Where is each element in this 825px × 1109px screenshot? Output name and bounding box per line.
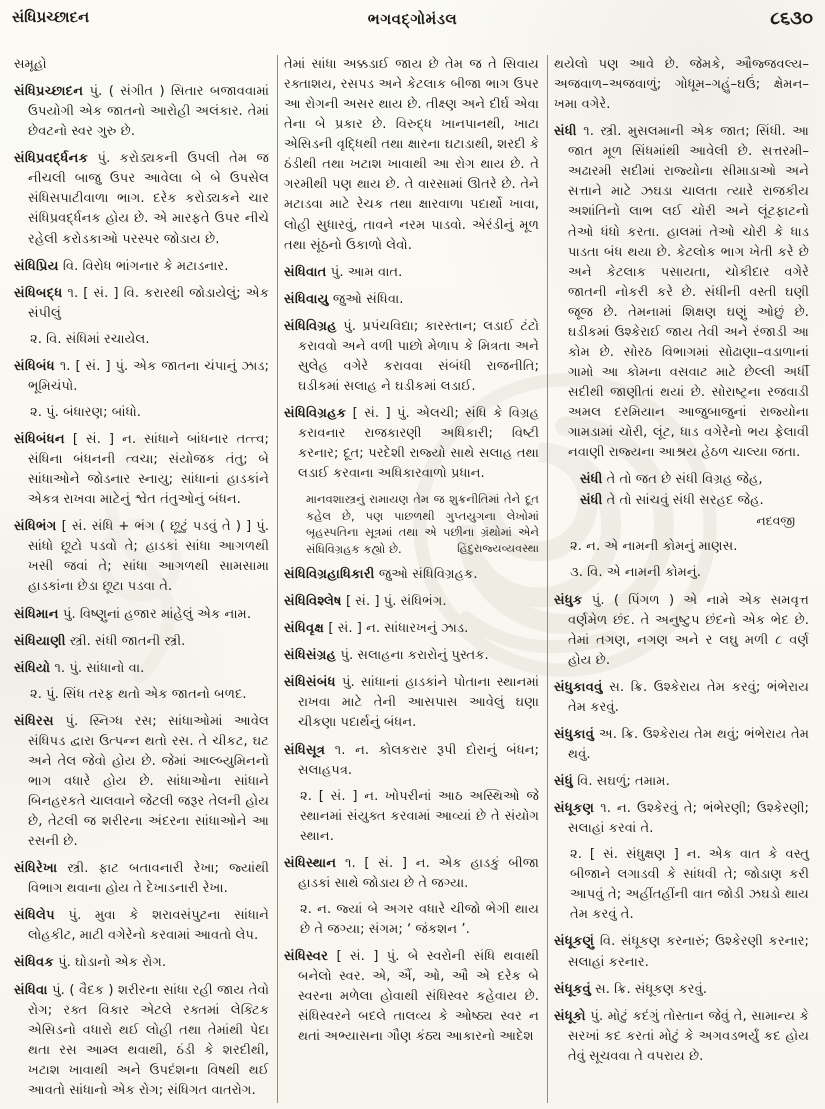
dictionary-entry: સંધિસ્થાન ૧. [ સં. ] ન. એક હાડકું બીજા હાડકાં સાથે જોડાય છે તે જગ્યા. (284, 855, 539, 891)
dictionary-entry: સંધિવૃક્ષ [ સં. ] ન. સાંધારખનું ઝાડ. (284, 621, 469, 637)
entry-headword: સંધું (554, 774, 573, 789)
column-1 (8, 55, 277, 1103)
dictionary-entry: સંધું વિ. સઘળું; તમામ. (554, 774, 670, 789)
sense-line: ૨. પું. સિંધ તરફ થતો એક જાતનો બળદ. (30, 686, 247, 702)
entry-headword: સંધિવિશ્લેષ (284, 594, 342, 610)
page-number: ૮૬૩૦ (770, 8, 813, 29)
verse-source: નદવજી (756, 513, 795, 529)
dictionary-entry: સંધિવાયુ જુઓ સંધિવા. (284, 291, 404, 307)
dictionary-entry: સંધિપ્રવર્દ્ધનક પું. કરોડ્યકની ઉપલી તેમ જ નીચલી બાજુ ઉપર આવેલા બે બે ઉપસેલ સંધિસપાટીવાળા ભાગ. દરેક કરોડ્યકને ચાર સંધિપ્રવર્દ્ધનક હોય છે. એ મારફતે ઉપર નીચે રહેલી કરોડકાઓ પરસ્પર જોડાય છે. (14, 151, 269, 247)
dictionary-entry: સંધિવિશ્લેષ [ સં. ] પું. સંધિભંગ. (284, 594, 447, 610)
dictionary-entry: સંધિયો ૧. પું. સાંધાનો વા. (14, 660, 145, 676)
citation-note: માનવશાસ્ત્રનું રામાયણ તેમ જ શુક્રનીતિમાં તેને દૂત કહેલ છે, પણ પાછળથી ગુપ્તયુગના લેખોમાં બૃહસ્પતિના સૂત્રમાં તથા એ પછીના ગ્રંથોમાં એને સંધિવિગ્રહક કહ્યો છે. હિંદુરાજ્યવ્યવસ્થા (306, 492, 539, 556)
entry-headword: સંધિરેખા (14, 861, 58, 877)
verse-first-word: સંધી (580, 472, 603, 488)
entry-headword: સંધુકાવું (554, 726, 595, 742)
dictionary-entry: સંધૂકો પું. મોટું કદંગું તોસ્તાન જેવું તે, સામાન્ય કે સરખાં કદ કરતાં મોટું કે અગવડભર્યું કદ હોય તેવું સૂચવવા તે વપરાય છે. (554, 1008, 809, 1064)
entry-headword: સંધિભંગ (14, 519, 57, 535)
entry-headword: સંધિવિગ્રહક (284, 406, 347, 421)
entry-headword: સંધિવિગ્રહાધિકારી (284, 567, 375, 583)
sense-line: ૨. ન. એ નામની કોમનું માણસ. (570, 539, 738, 555)
entry-headword: સંધૂકણ (554, 801, 595, 817)
page-header (10, 8, 815, 48)
entry-headword: સંધુકાવવું (554, 679, 603, 695)
entry-headword: સંધૂકો (554, 1008, 586, 1024)
entry-headword: સંધિરસ (14, 713, 54, 729)
entry-headword: સંધિમાન (14, 606, 59, 622)
entry-headword: સંધિસૂત્ર (284, 742, 326, 758)
dictionary-entry: સંધિવિગ્રહ પું. પ્રપંચવિદ્યા; કારસ્તાન; લડાઈ ટંટો કરાવવો અને વળી પાછો મેળાપ કે મિત્રતા અને સુલેહ વગેરે કરાવવા સંબંધી રાજનીતિ; ઘડીકમાં સલાહ ને ઘડીકમાં લડાઈ. (284, 318, 539, 394)
entry-headword: સંધુક (554, 592, 583, 608)
dictionary-entry: સંધિપ્રચ્છાદન પું. ( સંગીત ) સિતાર બજાવવામાં ઉપયોગી એક જાતનો આરોહી અલંકાર. તેમાં છેવટનો સ્વર ગુરુ છે. (14, 84, 269, 140)
dictionary-entry: સંધૂકણું વિ. સંધૂકણ કરનારું; ઉશ્કેરણી કરનાર; સલાહાં કરનાર. (554, 934, 809, 970)
sense-line: ૨. ન. જ્યાં બે અગર વધારે ચીજો ભેગી થાય છે તે જગ્યા; સંગમ; ‘ જંકશન ’. (300, 901, 539, 937)
book-title: ભગવદ્ગોમંડલ (367, 10, 458, 28)
dictionary-entry: સંધિસંબંધ પું. સાંધાનાં હાડકાંને પોતાના સ્થાનમાં રાખવા માટે તેની આસપાસ આવેલું ઘણા ચીકણા પદાર્થનું બંધન. (284, 675, 539, 731)
verse-line: સંધી તે તો સાંચવું સંધી સરહદ જેહ. (580, 492, 764, 508)
sense-line: ૨. વિ. સંધિમાં રચાયેલ. (30, 331, 150, 347)
entry-headword: સંધિબંધન (14, 432, 65, 447)
entry-headword: સંધિપ્રચ્છાદન (14, 84, 84, 100)
entry-headword: સંધી (554, 124, 577, 140)
column-3 (547, 55, 817, 1103)
continuation-text: સમૂહો (14, 57, 47, 72)
dictionary-entry: સંધુકાવવું સ. ક્રિ. ઉશ્કેરાય તેમ કરવું; ભંભેરાય તેમ કરવું. (554, 679, 809, 715)
entry-headword: સંધૂકણું (554, 934, 595, 950)
dictionary-entry: સંધી ૧. સ્ત્રી. મુસલમાની એક જાત; સિંધી. આ જાત મૂળ સિંધમાંથી આવેલી છે. સત્તરમી–અઢારમી સદીમાં રાજ્યોના સીમાડાઓ અને સત્તાને માટે ઝઘડા ચાલતા ત્યારે રાજકીય અશાંતિનો લાભ લઈ ચોરી અને લૂંટફાટનો તેઓ ધંધો કરતા. હાલમાં તેઓ ચોરી કે ધાડ પાડતા બંધ થયા છે. કેટલોક ભાગ ખેતી કરે છે અને કેટલાક પસાયતા, ચોકીદાર વગેરે જાતની નોકરી કરે છે. સંધીની વસ્તી ઘણી જૂજ છે. તેમનામાં શિક્ષણ ઘણું ઓછું છે. ઘડીકમાં ઉશ્કેરાઈ જાય તેવી અને રંજાડી આ કોમ છે. સોરઠ વિભાગમાં સોઢાણા–વડાળાનાં ગામો આ કોમના વસવાટ માટે છેલ્લી અર્ધી સદીથી જાણીતાં થયાં છે. સોરાષ્ટ્રના રજવાડી અમલ દરમિયાન આજુબાજુનાં રાજ્યોના ગામડામાં ચોરી, લૂંટ, ધાડ વગેરેનો ભય ફેલાવી નવાણી રાજ્યના આશ્રય હેઠળ ચાલ્યા જતા. (554, 124, 809, 461)
entry-headword: સંધિયો (14, 660, 51, 676)
verse-first-word: સંધી (580, 492, 603, 508)
column-2 (277, 55, 547, 1103)
entry-headword: સંધિપ્રિય (14, 258, 59, 274)
note-source: હિંદુરાજ્યવ્યવસ્થા (457, 541, 539, 555)
continuation-text: તેમાં સાંધા અક્કડાઈ જાય છે તેમ જ તે સિવાય રક્તાશય, રસપડ અને કેટલાક બીજા ભાગ ઉપર આ રોગની અસર થાય છે. તીક્ષ્ણ અને દીર્ઘ એવા તેના બે પ્રકાર છે. વિરુદ્ધ ખાનપાનથી, ખાટા એસિડની વૃદ્ધિથી તથા ક્ષારના ઘટાડાથી, શરદી કે ઠંડીથી તથા ખટાશ ખાવાથી આ રોગ થાય છે. તે ગરમીથી પણ થાય છે. તે વારસામાં ઊતરે છે. તેને મટાડવા માટે રેચક તથા ક્ષારવાળા પદાર્થો ખાવા, લોહી સુધારવું, તાવને નરમ પાડવો. એરંડીનું મૂળ તથા સૂંઠનો ઉકાળો લેવો. (284, 57, 539, 253)
dictionary-entry: સંધિવિગ્રહક [ સં. ] પું. એલચી; સંધિ કે વિગ્રહ કરાવનાર રાજકારણી અધિકારી; વિષ્ટી કરનાર; દૂત; પરદેશી રાજ્યો સાથે સલાહ તથા લડાઈ કરવાના અધિકારવાળો પ્રધાન. (284, 406, 539, 482)
dictionary-entry: સંધિબંધ ૧. [ સં. ] પું. એક જાતના ચંપાનું ઝાડ; ભૂમિચંપો. (14, 358, 269, 394)
dictionary-entry: સંધિવાત પું. આમ વાત. (284, 264, 403, 280)
entry-headword: સંધિવિગ્રહ (284, 318, 337, 334)
entry-headword: સંધિવૃક્ષ (284, 621, 325, 637)
dictionary-entry: સંધૂકણ ૧. ન. ઉશ્કેરવું તે; ભંભેરણી; ઉશ્કેરણી; સલાહાં કરવાં તે. (554, 801, 809, 837)
entry-headword: સંધિવા (14, 982, 48, 998)
dictionary-entry: સંધિસૂત્ર ૧. ન. કોલકરાર રૂપી દોરાનું બંધન; સલાહપત્ર. (284, 742, 539, 778)
dictionary-entry: સંધૂકવું સ. ક્રિ. સંધૂકણ કરવું. (554, 981, 707, 997)
dictionary-entry: સંધિવક પું. ઘોડાનો એક રોગ. (14, 955, 167, 971)
dictionary-entry: સંધિબંધન [ સં. ] ન. સાંધાને બાંધનાર તત્ત્વ; સંધિના બંધનની ત્વચા; સંયોજક તંતુ; બે સાંધાઓને જોડનાર સ્નાયુ; સાંધાનાં હાડકાંને એકત્ર રાખવા માટેનું શ્વેત તંતુઓનું બંધન. (14, 432, 269, 508)
entry-headword: સંધિસ્વર (284, 949, 329, 965)
sense-line: ૩. વિ. એ નામની કોમનું. (570, 565, 701, 581)
entry-headword: સંધૂકવું (554, 981, 591, 997)
dictionary-entry: સંધિયાણી સ્ત્રી. સંધી જાતની સ્ત્રી. (14, 633, 186, 649)
dictionary-entry: સંધુક પું. ( પિંગળ ) એ નામે એક સમવૃત્ત વર્ણમેળ છંદ. તે અનુષ્ટુપ છંદનો એક ભેદ છે. તેમાં તગણ, નગણ અને ર લઘુ મળી ૮ વર્ણ હોય છે. (554, 592, 809, 668)
dictionary-entry: સંધિમાન પું. વિષ્ણુનાં હજાર માંહેલું એક નામ. (14, 606, 252, 622)
dictionary-entry: સંધુકાવું અ. ક્રિ. ઉશ્કેરાય તેમ થવું; ભંભેરાય તેમ થવું. (554, 726, 809, 762)
dictionary-entry: સંધિપ્રિય વિ. વિરોધ ભાંગનાર કે મટાડનાર. (14, 258, 229, 274)
dictionary-entry: સંધિવા પું. ( વૈદક ) શરીરના સાંધા રહી જાય તેવો રોગ; રક્ત વિકાર એટલે રક્તમાં લેક્ટિક એસિડનો વધારો થઈ લોહી તથા તેમાંથી પેદા થતા રસ આમ્લ થવાથી, ઠંડી કે શરદીથી, ખટાશ ખાવાથી અને ઉપદંશના વિષથી થઈ આવતો સાંધાનો એક રોગ; સંધિગત વાતરોગ. (14, 982, 269, 1098)
dictionary-entry: સંધિરેખા સ્ત્રી. ફાટ બતાવનારી રેખા; જ્યાંથી વિભાગ થવાના હોય તે દેખાડનારી રેખા. (14, 861, 269, 897)
running-head: સંધિપ્રચ્છાદન (12, 8, 90, 26)
dictionary-entry: સંધિવિગ્રહાધિકારી જુઓ સંધિવિગ્રહક. (284, 567, 478, 583)
entry-headword: સંધિલેપ (14, 908, 55, 924)
entry-headword: સંધિસંગ્રહ (284, 648, 337, 664)
entry-headword: સંધિવાયુ (284, 291, 329, 307)
entry-headword: સંધિપ્રવર્દ્ધનક (14, 151, 89, 167)
sense-line: ૨. પું. બંધારણ; બાંધો. (30, 404, 141, 420)
dictionary-entry: સંધિસ્વર [ સં. ] પું. બે સ્વરોની સંધિ થવાથી બનેલો સ્વર. એ, ઐં, ઓ, ઔ એ દરેક બે સ્વરના મળેલા હોવાથી સંધિસ્વર કહેવાય છે. સંધિસ્વરને બદલે તાલવ્ય કે ઓષ્ઠ્ય સ્વર ન થતાં અભ્યાસના ગૌણ કંઠ્ય આકારનો આદેશ (284, 949, 539, 1045)
entry-headword: સંધિવક (14, 955, 54, 971)
entry-headword: સંધિવાત (284, 264, 327, 280)
dictionary-entry: સંધિભંગ [ સં. સંધિ + ભંગ ( છૂટું પડવું તે ) ] પું. સાંધો છૂટો પડવો તે; હાડકાં સાંધા આગળથી ખસી જવાં તે; સાંધા આગળથી સામસામા હાડકાંના છેડા છૂટા પડવા તે. (14, 519, 269, 595)
entry-headword: સંધિસ્થાન (284, 855, 337, 871)
entry-headword: સંધિસંબંધ (284, 675, 336, 691)
sense-line: ૨. [ સં. સંધુક્ષણ ] ન. એક વાત કે વસ્તુ બીજાને લગાડવી કે સાંધવી તે; જોડાણ કરી આપવું તે; અહીંતહીંની વાત જોડી ઝઘડો થાય તેમ કરવું તે. (570, 847, 809, 923)
verse-line: સંધી તે તો જત છે સંધી વિગ્રહ જેહ, (580, 472, 763, 488)
verse-block (554, 470, 809, 530)
dictionary-entry: સંધિલેપ પું. મુવા કે શરાવસંપુટના સાંધાને લોહકીટ, માટી વગેરેનો કરવામાં આવતો લેપ. (14, 908, 269, 944)
entry-headword: સંધિબદ્ધ (14, 285, 63, 301)
entry-headword: સંધિયાણી (14, 633, 66, 649)
continuation-text: થયેલો પણ આવે છે. જેમકે, ઔજ્જવલ્ય–અજવાળ–અજવાળું; ગોધૂમ–ગહું–ઘઉં; ક્ષેમન–ખમા વગેરે. (554, 57, 809, 113)
dictionary-entry: સંધિબદ્ધ ૧. [ સં. ] વિ. કરારથી જોડાયેલું; એક સંપીલું (14, 285, 269, 321)
sense-line: ૨. [ સં. ] ન. ખોપરીનાં આઠ અસ્થિઓ જે સ્થાનમાં સંયુક્ત કરવામાં આવ્યાં છે તે સંયોગ સ્થાન. (300, 788, 539, 844)
dictionary-entry: સંધિરસ પું. સ્નિગ્ધ રસ; સાંધાઓમાં આવેલ સંધિપડ દ્વારા ઉત્પન્ન થતો રસ. તે ચીકટ, ઘટ અને તેલ જેવો હોય છે. જેમાં આલ્બ્યુમિનનો ભાગ વધારે હોય છે. સાંધાઓના સાંધાને બિનહરકતે ચાલવાને જેટલી જરૂર તેલની હોય છે, તેટલી જ શરીરના અંદરના સાંધાઓને આ રસની છે. (14, 713, 269, 850)
entry-headword: સંધિબંધ (14, 358, 55, 374)
dictionary-columns (8, 55, 817, 1103)
dictionary-entry: સંધિસંગ્રહ પું. સલાહના કરારોનું પુસ્તક. (284, 648, 489, 664)
